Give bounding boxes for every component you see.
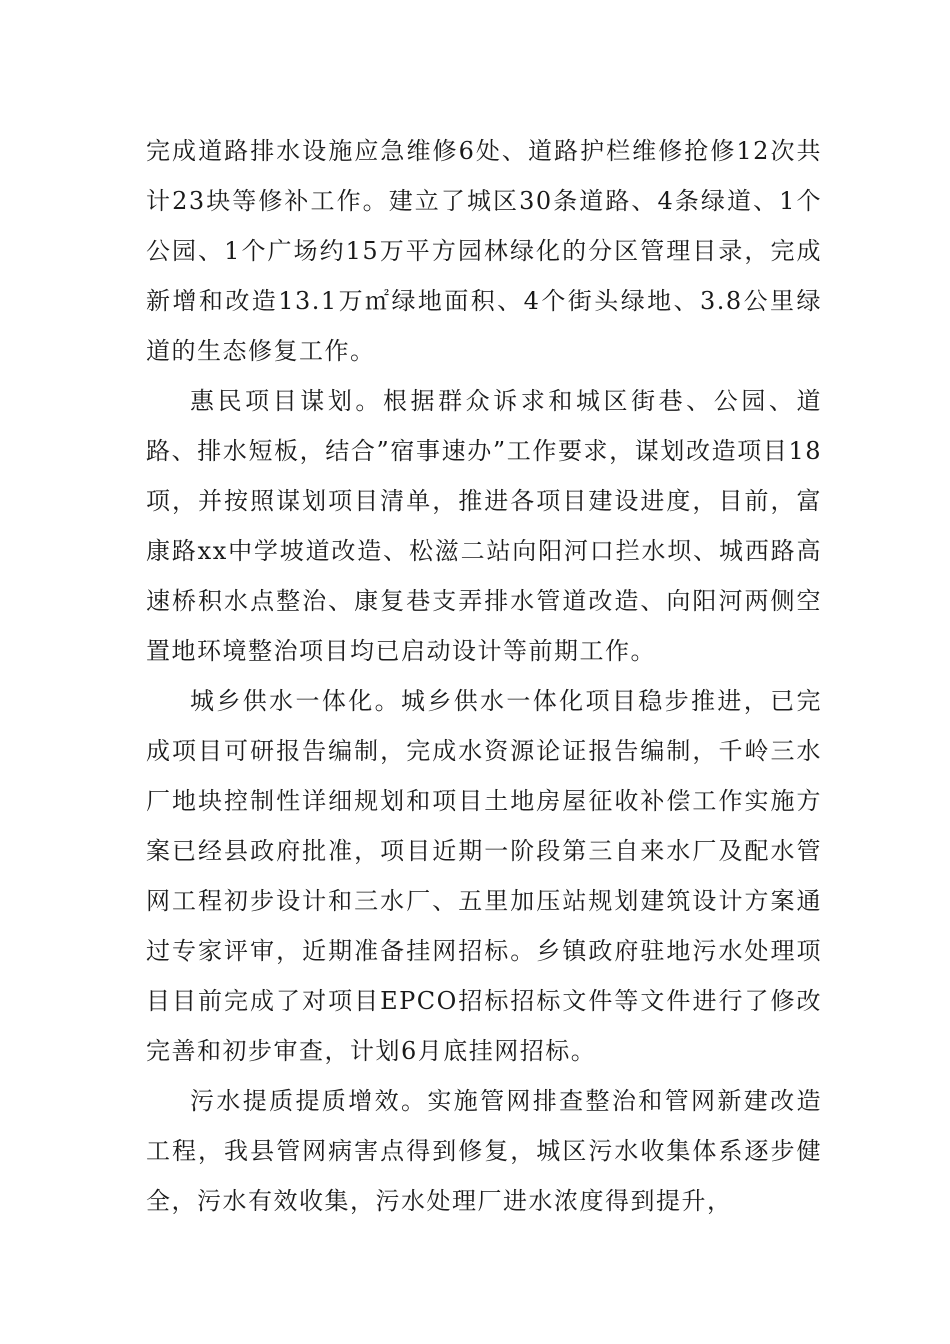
paragraph-public-projects: 惠民项目谋划。根据群众诉求和城区街巷、公园、道路、排水短板，结合”宿事速办”工作要求，谋划改造项目18项，并按照谋划项目清单，推进各项目建设进度，目前，富康路xx中学坡道改造、松滋二站向阳河口拦水坝、城西路高速桥积水点整治、康复巷支弄排水管道改造、向阳河两侧空置地环境整治项目均已启动设计等前期工作。 <box>146 387 822 665</box>
paragraph-sewage-improvement: 污水提质提质增效。实施管网排查整治和管网新建改造工程，我县管网病害点得到修复，城区污水收集体系逐步健全，污水有效收集，污水处理厂进水浓度得到提升， <box>146 1087 822 1215</box>
paragraph-water-supply: 城乡供水一体化。城乡供水一体化项目稳步推进，已完成项目可研报告编制，完成水资源论证报告编制，千岭三水厂地块控制性详细规划和项目土地房屋征收补偿工作实施方案已经县政府批准，项目近期一阶段第三自来水厂及配水管网工程初步设计和三水厂、五里加压站规划建筑设计方案通过专家评审，近期准备挂网招标。乡镇政府驻地污水处理项目目前完成了对项目EPCO招标招标文件等文件进行了修改完善和初步审查，计划6月底挂网招标。 <box>146 687 822 1065</box>
paragraph-road-maintenance: 完成道路排水设施应急维修6处、道路护栏维修抢修12次共计23块等修补工作。建立了城区30条道路、4条绿道、1个公园、1个广场约15万平方园林绿化的分区管理目录，完成新增和改造13.1万㎡绿地面积、4个街头绿地、3.8公里绿道的生态修复工作。 <box>146 137 822 365</box>
document-body <box>146 126 822 1226</box>
